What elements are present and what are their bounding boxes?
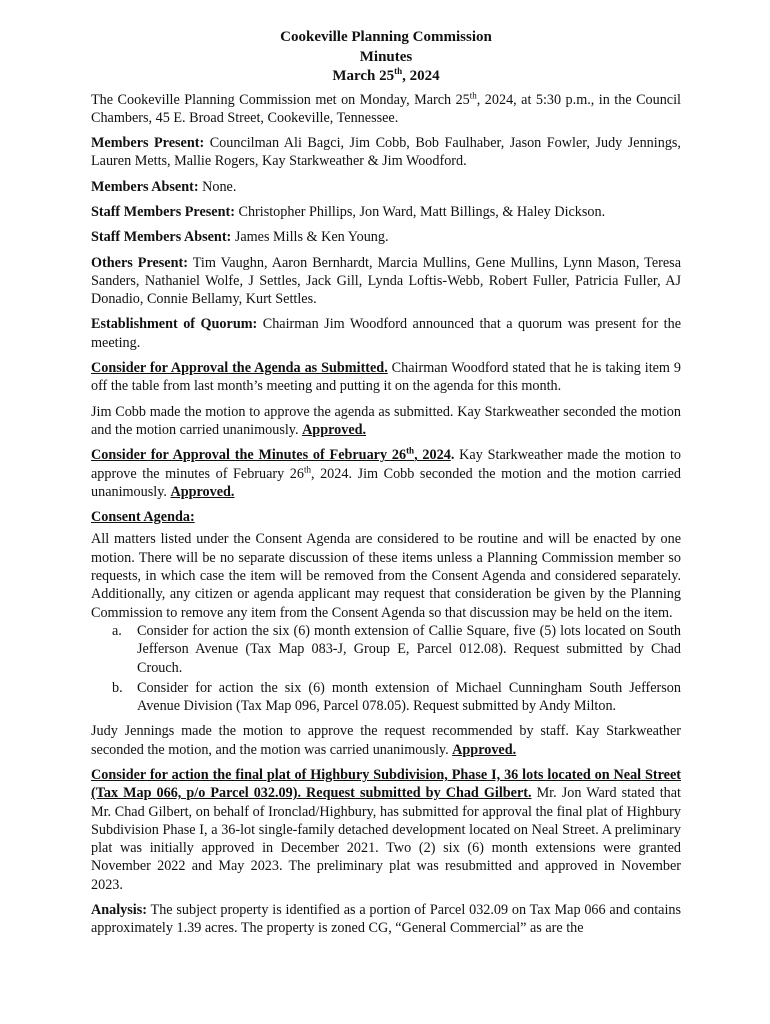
minutes-approved-label: Approved. [170,483,235,500]
members-absent-text: None. [198,178,237,195]
others-present-label: Others Present: [91,254,188,271]
minutes-approval-heading [91,447,451,463]
minutes-motion-end: , 2024. Jim Cobb seconded the motion and the motion carried unanimously. [91,465,681,500]
agenda-motion-paragraph [91,403,681,440]
members-absent-label: Members Absent: [91,178,199,195]
consent-agenda-heading: Consent Agenda: [91,509,195,526]
highbury-text: Mr. Jon Ward stated that Mr. Chad Gilbert, on behalf of Ironclad/Highbury, has submitted for approval the final plat of Highbury Subdivision Phase I, a 36-lot single-family detached development located on Neal Street. A preliminary plat was initially approved in December 2021. Two (2) six (6) month extensions were granted November 2022 and May 2023. The preliminary plat was resubmitted and approved in November 2023. [91,785,681,893]
consent-motion-text: Judy Jennings made the motion to approve the request recommended by staff. Kay Starkweather seconded the motion, and the motion was carried unanimously. [91,723,681,758]
list-item-marker: a. [112,622,122,639]
title-line-minutes: Minutes [359,48,413,65]
quorum-text: Chairman Jim Woodford announced that a quorum was present for the meeting. [91,316,681,351]
list-item-text: Consider for action the six (6) month extension of Michael Cunningham South Jefferson Avenue Division (Tax Map 096, Parcel 078.05). Request submitted by Andy Milton. [137,679,681,715]
date-suffix: th [394,66,403,76]
others-present-paragraph [91,254,681,309]
intro-date-suffix: th [469,89,477,100]
members-absent-paragraph [91,178,681,196]
members-present-text: Councilman Ali Bagci, Jim Cobb, Bob Faulhaber, Jason Fowler, Judy Jennings, Lauren Metts, Mallie Rogers, Kay Starkweather & Jim Woodford. [91,135,681,170]
highbury-heading: Consider for action the final plat of Highbury Subdivision, Phase I, 36 lots located on Neal Street (Tax Map 066, p/o Parcel 032.09). Request submitted by Chad Gilbert. [91,767,681,802]
staff-present-paragraph [91,203,681,221]
minutes-heading-suffix: th [406,445,415,456]
intro-paragraph [91,91,681,128]
staff-absent-text: James Mills & Ken Young. [231,229,389,246]
consent-motion-paragraph [91,722,681,759]
intro-text-start: The Cookeville Planning Commission met on Monday, March 25 [91,91,470,108]
consent-approved-label: Approved. [452,741,517,758]
list-item [112,622,681,677]
analysis-label: Analysis: [91,902,147,919]
members-present-paragraph [91,134,681,171]
minutes-approval-paragraph [91,446,681,501]
date-month-day: March 25 [332,68,395,84]
title-line-commission: Cookeville Planning Commission [280,29,492,45]
consent-agenda-text: All matters listed under the Consent Agenda are considered to be routine and will be enacted by one motion. There will be no separate discussion of these items unless a Planning Commission member so requests, in which case the item will be removed from the Consent Agenda and considered separately. Additionally, any citizen or agenda applicant may request that consideration be given by the Planning Commission to remove any item from the Consent Agenda so that discussion may be held on the item. [91,531,681,621]
agenda-approval-paragraph [91,359,681,396]
analysis-paragraph [91,901,681,938]
list-item [112,679,681,716]
document-title [91,28,681,87]
minutes-motion-start: Kay Starkweather made the motion to approve the minutes of February 26 [91,447,681,482]
members-present-label: Members Present: [91,135,205,152]
agenda-approval-text: Chairman Woodford stated that he is taking item 9 off the table from last month’s meeting and putting it on the agenda for this month. [91,360,681,395]
staff-present-text: Christopher Phillips, Jon Ward, Matt Billings, & Haley Dickson. [234,203,606,220]
quorum-label: Establishment of Quorum: [91,316,258,333]
consent-agenda-list [91,622,681,715]
minutes-motion-suffix: th [303,463,311,474]
agenda-approval-heading: Consider for Approval the Agenda as Submitted. [91,360,388,377]
minutes-heading-start: Consider for Approval the Minutes of February 26 [91,447,407,464]
others-present-text: Tim Vaughn, Aaron Bernhardt, Marcia Mullins, Gene Mullins, Lynn Mason, Teresa Sanders, Nathaniel Wolfe, J Settles, Jack Gill, Lynda Loftis-Webb, Robert Fuller, Patricia Fuller, AJ Donadio, Connie Bellamy, Kurt Settles. [91,254,681,308]
agenda-approved-label: Approved. [302,421,367,438]
agenda-motion-text: Jim Cobb made the motion to approve the agenda as submitted. Kay Starkweather seconded the motion and the motion carried unanimously. [91,403,681,438]
list-item-marker: b. [112,679,123,696]
staff-absent-label: Staff Members Absent: [91,229,232,246]
consent-agenda-heading-paragraph [91,508,681,526]
intro-text-end: , 2024, at 5:30 p.m., in the Council Chambers, 45 E. Broad Street, Cookeville, Tennessee. [91,91,681,126]
minutes-heading-year: , 2024 [414,447,451,464]
title-line-date [91,67,681,87]
minutes-heading-period: . [450,447,455,464]
staff-present-label: Staff Members Present: [91,203,235,220]
staff-absent-paragraph [91,228,681,246]
minutes-document [91,28,681,945]
analysis-text: The subject property is identified as a portion of Parcel 032.09 on Tax Map 066 and contains approximately 1.39 acres. The property is zoned CG, “General Commercial” as are the [91,902,681,937]
highbury-paragraph [91,766,681,894]
date-year: , 2024 [402,68,440,84]
quorum-paragraph [91,315,681,352]
list-item-text: Consider for action the six (6) month extension of Callie Square, five (5) lots located on South Jefferson Avenue (Tax Map 083-J, Group E, Parcel 012.08). Request submitted by Chad Crouch. [137,622,681,676]
